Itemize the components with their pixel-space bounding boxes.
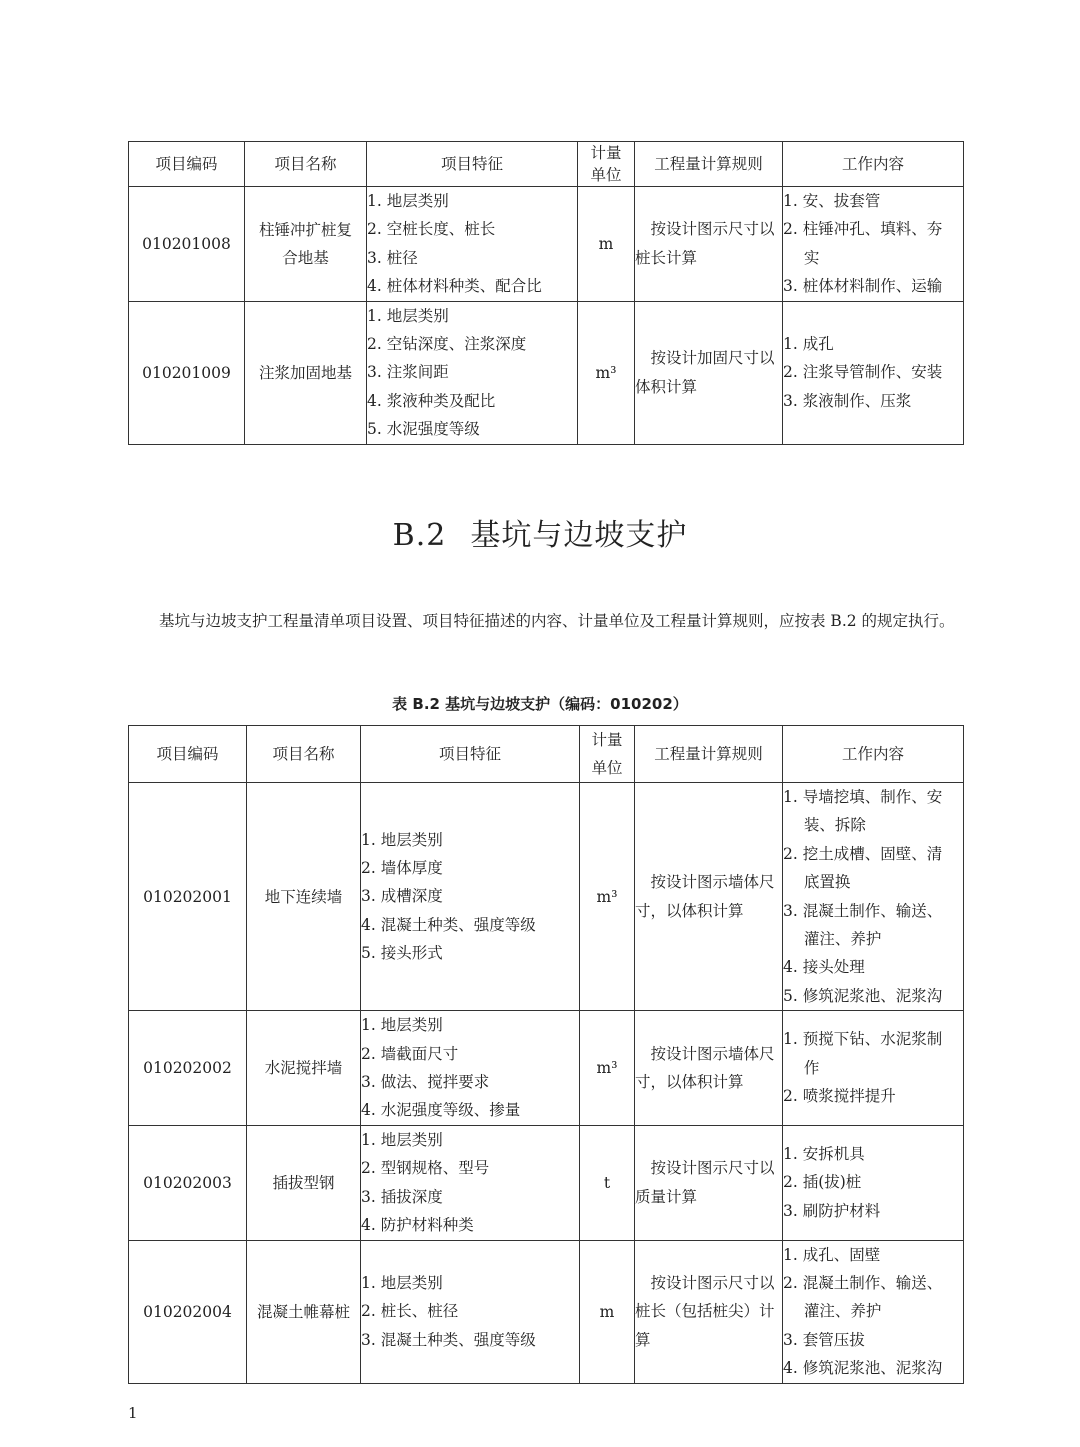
item-work [783,1240,964,1383]
work-line: 4. 接头处理 [783,958,865,977]
item-name: 插拔型钢 [247,1125,361,1240]
feature-line: 2. 桩长、桩径 [361,1302,459,1321]
section-number: B.2 [392,518,447,553]
header-work: 工作内容 [783,726,964,783]
work-line: 2. 挖土成槽、固壁、清底置换 [783,844,943,892]
item-name: 注浆加固地基 [245,301,367,444]
item-unit: t [580,1125,635,1240]
item-rule: 按设计图示尺寸以质量计算 [635,1125,783,1240]
item-code: 010202002 [129,1011,247,1126]
header-features: 项目特征 [367,142,578,187]
feature-line: 4. 浆液种类及配比 [367,391,496,410]
item-rule: 按设计图示尺寸以桩长（包括桩尖）计算 [635,1240,783,1383]
item-work [783,1011,964,1126]
work-line: 1. 导墙挖填、制作、安装、拆除 [783,788,943,835]
work-line: 3. 浆液制作、压浆 [783,391,912,410]
work-line: 1. 预搅下钻、水泥浆制作 [783,1030,943,1077]
feature-line: 1. 地层类别 [367,192,449,210]
feature-line: 5. 接头形式 [361,944,443,963]
feature-line: 2. 墙截面尺寸 [361,1044,459,1063]
feature-line: 3. 成槽深度 [361,887,443,906]
item-code: 010202003 [129,1125,247,1240]
item-rule: 按设计图示尺寸以桩长计算 [635,187,783,302]
item-work [783,301,964,444]
table-header-row [129,142,964,187]
item-features [361,1240,580,1383]
feature-line: 4. 水泥强度等级、掺量 [361,1101,521,1120]
item-rule: 按设计图示墙体尺寸，以体积计算 [635,1011,783,1126]
section-intro-paragraph: 基坑与边坡支护工程量清单项目设置、项目特征描述的内容、计量单位及工程量计算规则，应按表 B.2 的规定执行。 [159,612,955,630]
header-unit-text: 计量单位 [591,731,623,777]
work-line: 1. 安拆机具 [783,1145,865,1164]
feature-line: 1. 地层类别 [361,830,443,849]
section-heading [0,510,1080,554]
feature-line: 3. 桩径 [367,248,418,267]
header-unit-text: 计量单位 [590,144,622,184]
table-caption: 表 B.2 基坑与边坡支护（编码：010202） [392,695,688,713]
work-line: 2. 混凝土制作、输送、灌注、养护 [783,1273,943,1321]
feature-line: 2. 墙体厚度 [361,859,443,878]
item-features [367,301,578,444]
feature-line: 1. 地层类别 [367,306,449,325]
item-name: 水泥搅拌墙 [247,1011,361,1126]
feature-line: 5. 水泥强度等级 [367,420,480,439]
header-features: 项目特征 [361,726,580,783]
feature-line: 4. 混凝土种类、强度等级 [361,915,536,934]
item-code: 010201009 [129,301,245,444]
feature-line: 3. 注浆间距 [367,363,449,382]
item-code: 010202001 [129,783,247,1011]
table-row [129,1240,964,1383]
header-rule: 工程量计算规则 [635,726,783,783]
feature-line: 4. 防护材料种类 [361,1216,474,1235]
work-line: 5. 修筑泥浆池、泥浆沟 [783,986,943,1005]
work-line: 3. 套管压拔 [783,1330,865,1349]
table-b1-continuation [128,141,964,445]
table-row [129,187,964,302]
work-line: 1. 成孔、固壁 [783,1245,881,1264]
header-name: 项目名称 [247,726,361,783]
work-line: 1. 安、拔套管 [783,192,881,210]
work-line: 2. 柱锤冲孔、填料、夯实 [783,220,943,267]
table-b2 [128,725,964,1384]
work-line: 3. 刷防护材料 [783,1201,881,1220]
item-name: 柱锤冲扩桩复合地基 [245,187,367,302]
header-code: 项目编码 [129,726,247,783]
header-rule: 工程量计算规则 [635,142,783,187]
header-unit [578,142,635,187]
item-unit: m³ [580,783,635,1011]
feature-line: 4. 桩体材料种类、配合比 [367,277,542,296]
work-line: 2. 注浆导管制作、安装 [783,363,943,382]
item-code: 010202004 [129,1240,247,1383]
header-code: 项目编码 [129,142,245,187]
work-line: 3. 混凝土制作、输送、灌注、养护 [783,901,943,949]
table-row [129,1125,964,1240]
feature-line: 1. 地层类别 [361,1016,443,1035]
item-rule: 按设计加固尺寸以体积计算 [635,301,783,444]
feature-line: 2. 空钻深度、注浆深度 [367,335,527,354]
item-unit: m [580,1240,635,1383]
header-unit [580,726,635,783]
feature-line: 1. 地层类别 [361,1273,443,1292]
table-row [129,783,964,1011]
work-line: 2. 插(拔)桩 [783,1173,862,1192]
feature-line: 2. 空桩长度、桩长 [367,220,496,239]
work-line: 1. 成孔 [783,335,834,354]
header-name: 项目名称 [245,142,367,187]
item-rule: 按设计图示墙体尺寸，以体积计算 [635,783,783,1011]
item-features [361,1125,580,1240]
item-features [367,187,578,302]
item-code: 010201008 [129,187,245,302]
work-line: 2. 喷浆搅拌提升 [783,1087,896,1106]
item-unit: m [578,187,635,302]
feature-line: 2. 型钢规格、型号 [361,1159,490,1178]
feature-line: 3. 混凝土种类、强度等级 [361,1330,536,1349]
table-row [129,301,964,444]
feature-line: 3. 做法、搅拌要求 [361,1073,490,1092]
item-unit: m³ [578,301,635,444]
item-name: 地下连续墙 [247,783,361,1011]
item-name: 混凝土帷幕桩 [247,1240,361,1383]
header-work: 工作内容 [783,142,964,187]
page-number: 1 [128,1404,138,1422]
item-features [361,783,580,1011]
item-features [361,1011,580,1126]
item-work [783,1125,964,1240]
section-title: 基坑与边坡支护 [470,518,688,553]
item-unit: m³ [580,1011,635,1126]
work-line: 4. 修筑泥浆池、泥浆沟 [783,1359,943,1378]
feature-line: 3. 插拔深度 [361,1187,443,1206]
feature-line: 1. 地层类别 [361,1130,443,1149]
table-header-row [129,726,964,783]
table-row [129,1011,964,1126]
work-line: 3. 桩体材料制作、运输 [783,277,943,296]
item-work [783,783,964,1011]
item-work [783,187,964,302]
